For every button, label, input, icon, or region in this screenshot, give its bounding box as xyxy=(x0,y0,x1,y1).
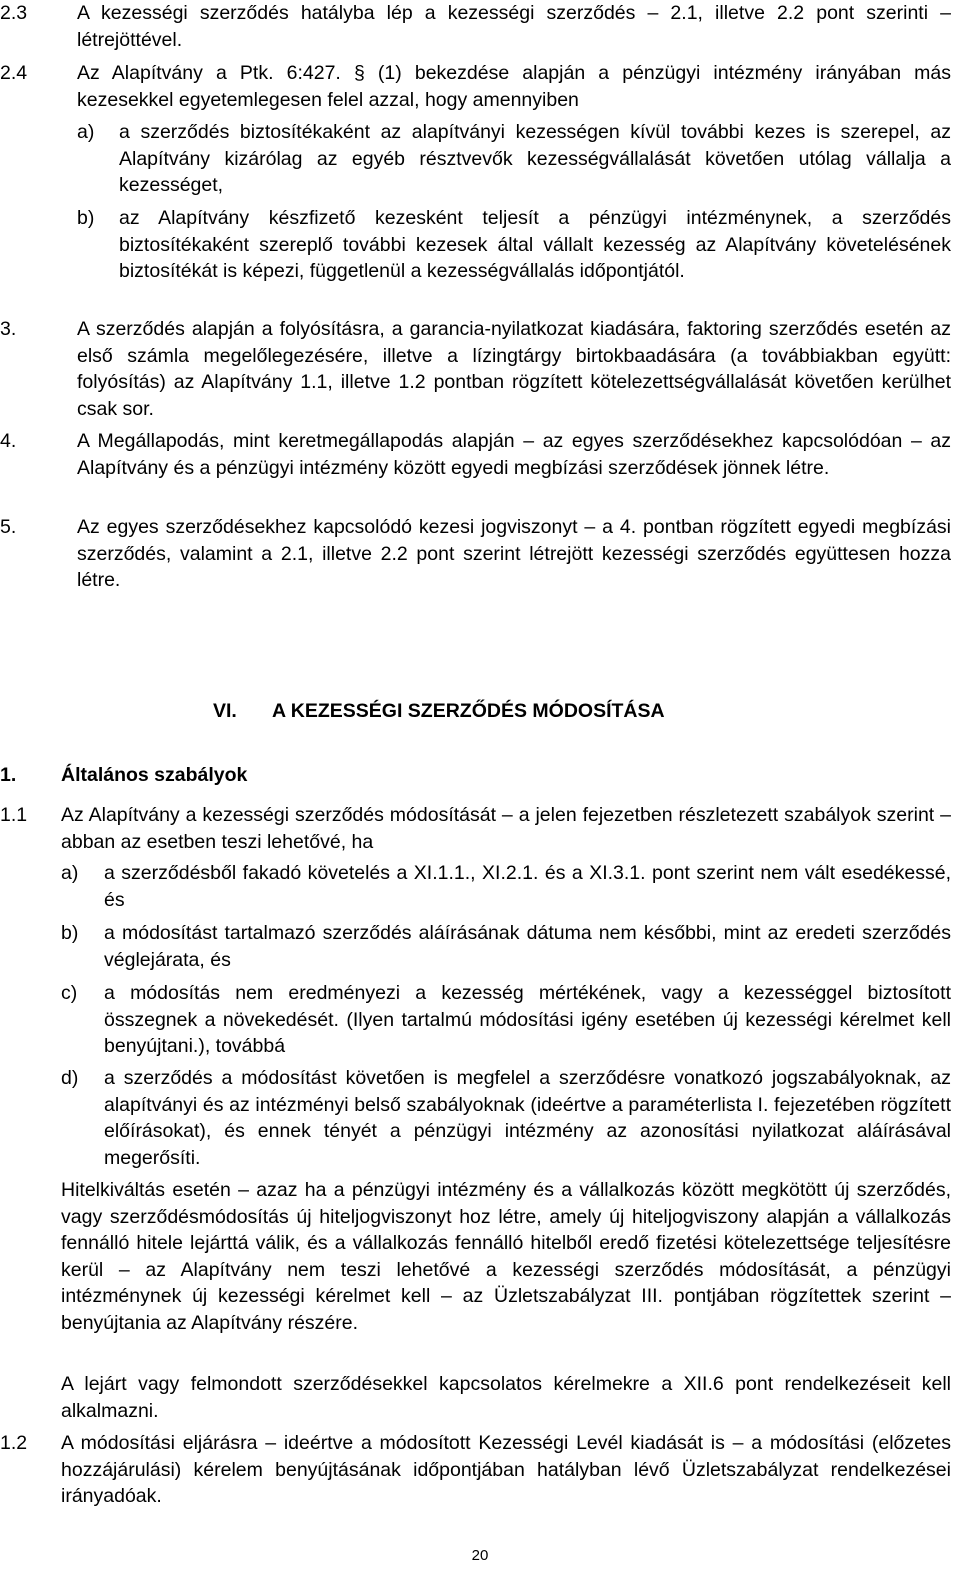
item-text: az Alapítvány készfizető kezesként teljesít a pénzügyi intézménynek, a szerződés biztosítékaként szereplő további kezesek által vállalt kezesség az Alapítvány követelésének biztosítékát is képezi, függetlenül a kezességvállalás időpontjától. xyxy=(119,207,951,283)
item-text: Az egyes szerződésekhez kapcsolódó kezesi jogviszonyt – a 4. pontban rögzített egyedi megbízási szerződés, valamint a 2.1, illetve 2.2 pont szerint létrejött kezességi szerződés együttesen hozza létre. xyxy=(77,516,951,592)
paragraph-text: Hitelkiváltás esetén – azaz ha a pénzügyi intézmény és a vállalkozás között megkötött új szerződés, vagy szerződésmódosítás új hiteljogviszonyt hoz létre, amely új hiteljogviszony alapján a vállalkozás fennálló hitele lejárttá válik, és a vállalkozás fennálló hitelből eredő fizetési kötelezettsége teljesítésre kerül – az Alapítvány nem teszi lehetővé a kezességi szerződés módosítását, a pénzügyi intézménynek új kezességi kérelmet kell – az Üzletszabályzat III. pontjában rögzítettek szerint – benyújtania az Alapítvány részére. xyxy=(61,1179,951,1334)
item-number: 2.3 xyxy=(0,2,28,24)
item-number: b) xyxy=(77,207,95,229)
item-text: A kezességi szerződés hatályba lép a kezességi szerződés – 2.1, illetve 2.2 pont szerinti – létrejöttével. xyxy=(77,2,951,51)
item-number: 1.1 xyxy=(0,804,28,826)
item-number: 5. xyxy=(0,516,17,538)
item-number: a) xyxy=(61,862,79,884)
item-number: 2.4 xyxy=(0,62,28,84)
item-text: a szerződés a módosítást követően is megfelel a szerződésre vonatkozó jogszabályoknak, az alapítványi és az intézményi belső szabályoknak (ideértve a paraméterlista I. fejezetében rögzített előírásokat), és ennek tényét a pénzügyi intézmény az azonosítási nyilatkozat aláírásával megerősíti. xyxy=(104,1067,951,1169)
section-title: Általános szabályok xyxy=(61,764,248,786)
item-number: 4. xyxy=(0,430,17,452)
item-text: a szerződés biztosítékaként az alapítványi kezességen kívül további kezes is szerepel, az Alapítvány kizárólag az egyéb résztvevők kezességvállalását követően utólag vállalja a kezességet, xyxy=(119,121,951,197)
item-text: Az Alapítvány a Ptk. 6:427. § (1) bekezdése alapján a pénzügyi intézmény irányában más kezesekkel egyetemlegesen felel azzal, hogy amennyiben xyxy=(77,62,951,111)
chapter-number: VI. xyxy=(213,700,237,722)
item-number: 3. xyxy=(0,318,17,340)
item-text: A Megállapodás, mint keretmegállapodás alapján – az egyes szerződésekhez kapcsolódóan – az Alapítvány és a pénzügyi intézmény között egyedi megbízási szerződések jönnek létre. xyxy=(77,430,951,479)
chapter-title: A KEZESSÉGI SZERZŐDÉS MÓDOSÍTÁSA xyxy=(272,700,665,722)
section-number: 1. xyxy=(0,764,17,786)
item-text: a szerződésből fakadó követelés a XI.1.1., XI.2.1. és a XI.3.1. pont szerint nem vált esedékessé, és xyxy=(104,862,951,911)
item-text: a módosítást tartalmazó szerződés aláírásának dátuma nem későbbi, mint az eredeti szerződés véglejárata, és xyxy=(104,922,951,971)
item-number: d) xyxy=(61,1067,79,1089)
paragraph-text: A lejárt vagy felmondott szerződésekkel kapcsolatos kérelmekre a XII.6 pont rendelkezéseit kell alkalmazni. xyxy=(61,1373,951,1422)
item-text: A módosítási eljárásra – ideértve a módosított Kezességi Levél kiadását is – a módosítási (előzetes hozzájárulási) kérelem benyújtásának időpontjában hatályban lévő Üzletszabályzat rendelkezései irányadóak. xyxy=(61,1432,951,1508)
item-number: b) xyxy=(61,922,79,944)
item-text: Az Alapítvány a kezességi szerződés módosítását – a jelen fejezetben részletezett szabályok szerint – abban az esetben teszi lehetővé, ha xyxy=(61,804,951,853)
item-number: a) xyxy=(77,121,95,143)
item-text: a módosítás nem eredményezi a kezesség mértékének, vagy a kezességgel biztosított összegnek a növekedését. (Ilyen tartalmú módosítási igény esetében új kezességi kérelmet kell benyújtani.), továbbá xyxy=(104,982,951,1058)
page-number: 20 xyxy=(471,1547,489,1564)
item-number: 1.2 xyxy=(0,1432,28,1454)
item-text: A szerződés alapján a folyósításra, a garancia-nyilatkozat kiadására, faktoring szerződés esetén az első számla megelőlegezésére, illetve a lízingtárgy birtokbaadására (a továbbiakban együtt: folyósítás) az Alapítvány 1.1, illetve 1.2 pontban rögzített kötelezettségvállalását követően kerülhet csak sor. xyxy=(77,318,951,420)
item-number: c) xyxy=(61,982,78,1004)
